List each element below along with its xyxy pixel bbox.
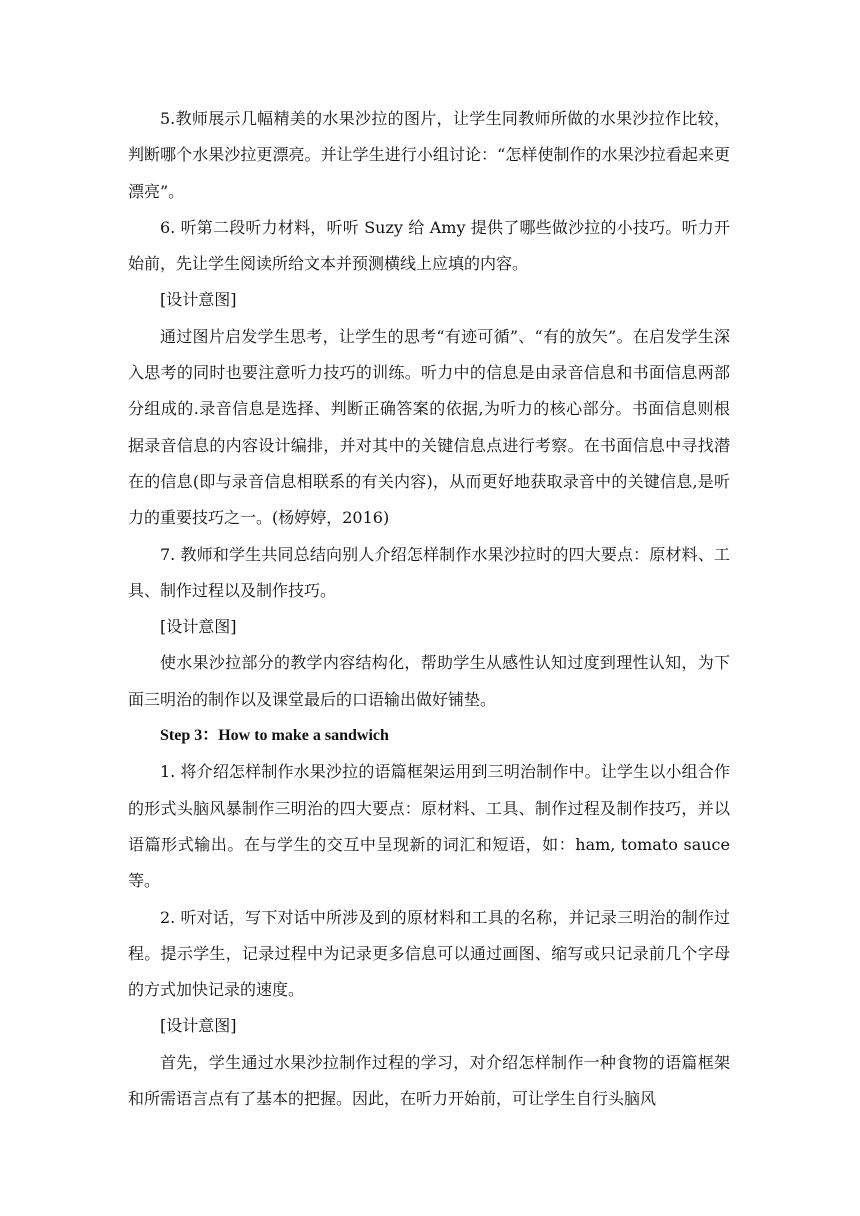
paragraph-design-intent-2: 使水果沙拉部分的教学内容结构化，帮助学生从感性认知过度到理性认知，为下面三明治的制作以及课堂最后的口语输出做好铺垫。 <box>128 653 730 709</box>
paragraph-sandwich-step-2: 2. 听对话，写下对话中所涉及到的原材料和工具的名称，并记录三明治的制作过程。提示学生，记录过程中为记录更多信息可以通过画图、缩写或只记录前几个字母的方式加快记录的速度。 <box>128 907 730 1000</box>
paragraph-step-6: 6. 听第二段听力材料，听听 Suzy 给 Amy 提供了哪些做沙拉的小技巧。听力开始前，先让学生阅读所给文本并预测横线上应填的内容。 <box>128 217 730 274</box>
paragraph-design-intent-3: 首先，学生通过水果沙拉制作过程的学习，对介绍怎样制作一种食物的语篇框架和所需语言点有了基本的把握。因此，在听力开始前，可让学生自行头脑风 <box>128 1052 730 1109</box>
paragraph-step-5: 5.教师展示几幅精美的水果沙拉的图片，让学生同教师所做的水果沙拉作比较，判断哪个水果沙拉更漂亮。并让学生进行小组讨论：“怎样使制作的水果沙拉看起来更漂亮”。 <box>128 109 730 201</box>
design-intent-label: [设计意图] <box>160 1016 237 1036</box>
paragraph-sandwich-step-1: 1. 将介绍怎样制作水果沙拉的语篇框架运用到三明治制作中。让学生以小组合作的形式头脑风暴制作三明治的四大要点：原材料、工具、制作过程及制作技巧，并以语篇形式输出。在与学生的交互中呈现新的词汇和短语，如：ham, tomato sauce 等。 <box>128 762 730 891</box>
section-heading-step-3: Step 3：How to make a sandwich <box>160 727 389 745</box>
paragraph-design-intent-1: 通过图片启发学生思考，让学生的思考“有迹可循”、“有的放矢”。在启发学生深入思考的同时也要注意听力技巧的训练。听力中的信息是由录音信息和书面信息两部分组成的.录音信息是选择、判断正确答案的依据,为听力的核心部分。书面信息则根据录音信息的内容设计编排，并对其中的关键信息点进行考察。在书面信息中寻找潜在的信息(即与录音信息相联系的有关内容)，从而更好地获取录音中的关键信息,是听力的重要技巧之一。(杨婷婷，2016) <box>128 326 730 528</box>
design-intent-label: [设计意图] <box>160 290 237 310</box>
document-body <box>128 101 730 1117</box>
paragraph-step-7: 7. 教师和学生共同总结向别人介绍怎样制作水果沙拉时的四大要点：原材料、工具、制作过程以及制作技巧。 <box>128 544 730 600</box>
design-intent-label: [设计意图] <box>160 617 237 637</box>
